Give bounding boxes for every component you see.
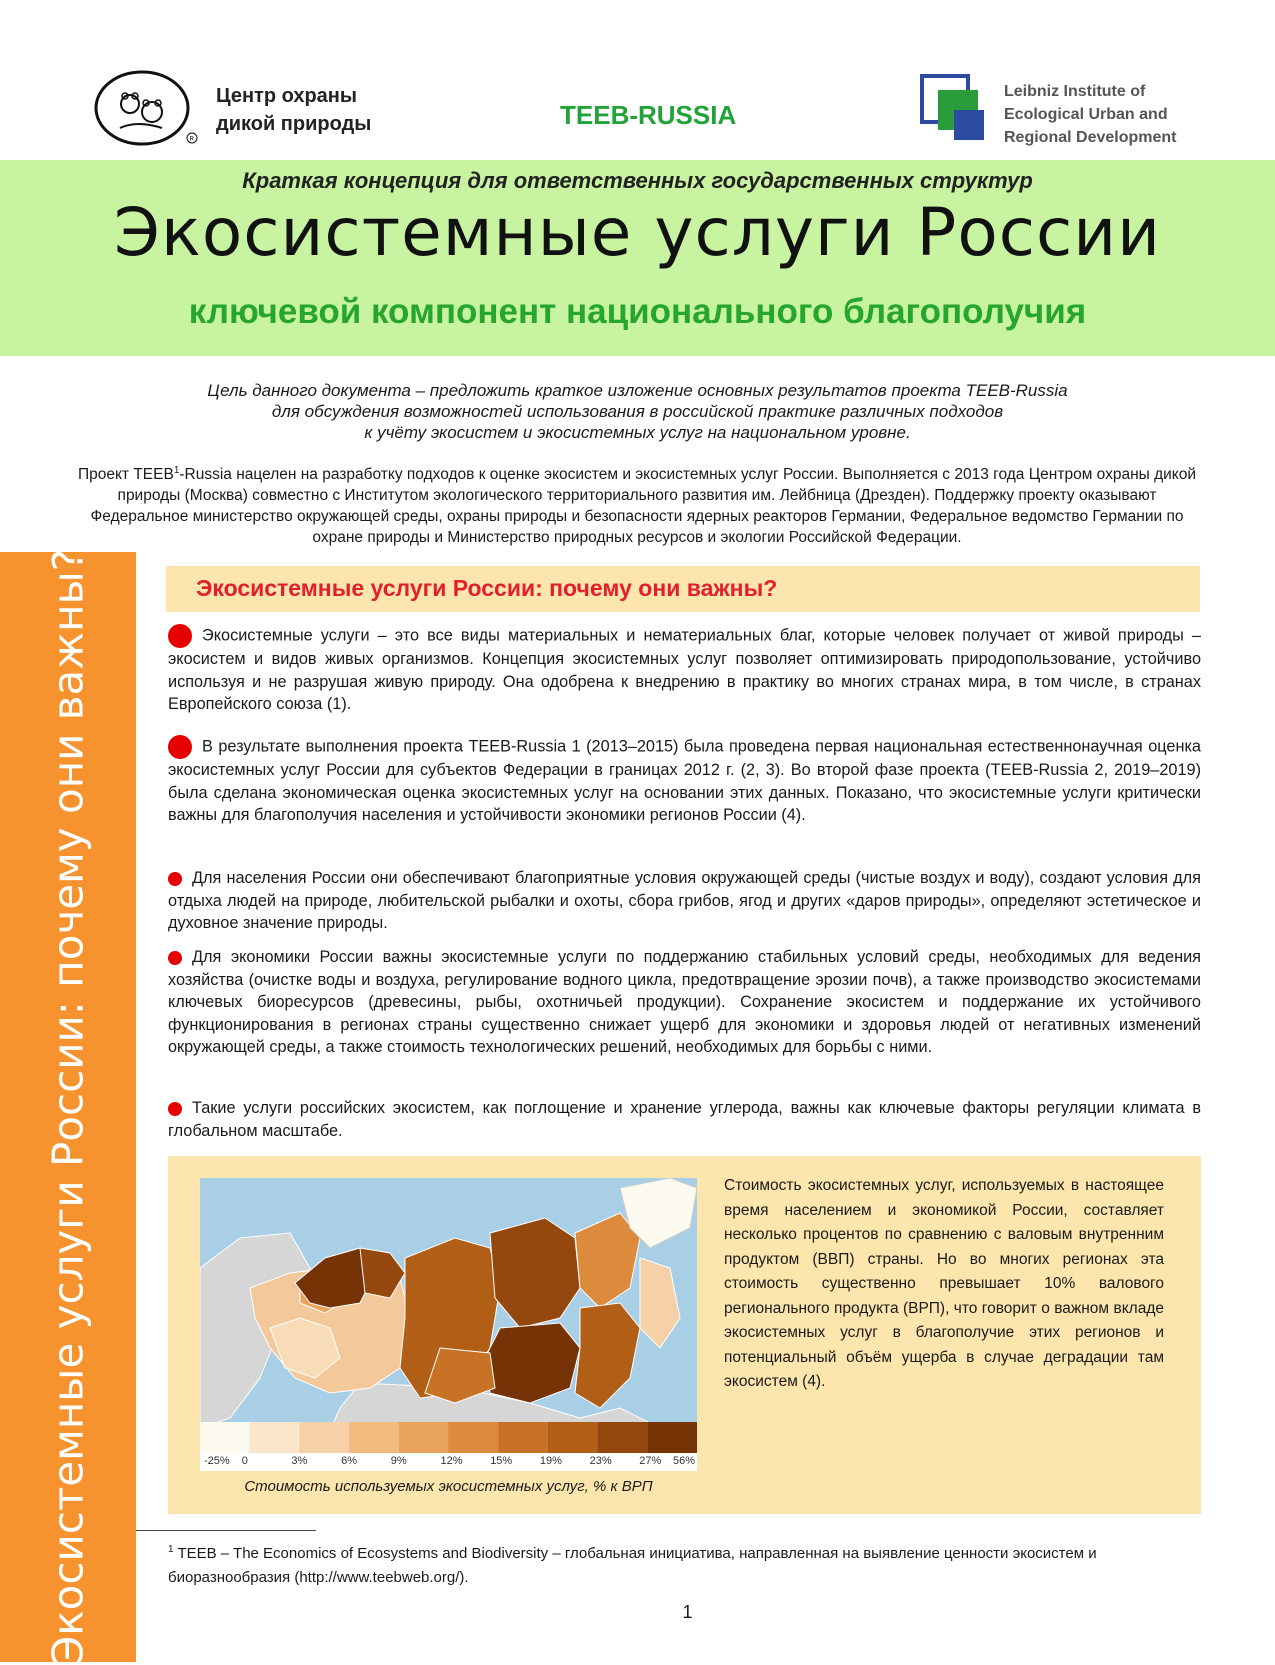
russia-map-image bbox=[200, 1178, 697, 1453]
paragraph-economy bbox=[168, 946, 1201, 1059]
map-description: Стоимость экосистемных услуг, используемых в настоящее время населением и экономикой России, составляет несколько процентов по сравнению с валовым внутренним продуктом (ВВП) страны. Но во многих регионах эта стоимость существенно превышает 10% валового регионального продукта (ВРП), что говорит о важном вкладе экосистемных услуг в благополучие этих регионов и потенциальный объём ущерба в случае деградации там экосистем (4). bbox=[724, 1177, 1164, 1390]
paragraph-text: Экосистемные услуги – это все виды материальных и нематериальных благ, которые человек получает от живой природы – экосистем и видов живых организмов. Концепция экосистемных услуг позволяет оптимизировать природопользование, устойчиво используя и не разрушая живую природу. Она одобрена к внедрению в практику во многих странах мира, в том числе, в странах Европейского союза (1). bbox=[168, 626, 1201, 713]
map-caption: Стоимость используемых экосистемных услуг, % к ВРП bbox=[244, 1478, 653, 1495]
legend-label: 19% bbox=[539, 1455, 562, 1467]
paragraph-text: В результате выполнения проекта TEEB-Russia 1 (2013–2015) была проведена первая национальная естественнонаучная оценка экосистемных услуг России для субъектов Федерации в границах 2012 г. (2, 3). Во второй фазе проекта (TEEB-Russia 2, 2019–2019) была сделана экономическая оценка экосистемных услуг на основании этих данных. Показано, что экосистемные услуги критически важны для благополучия населения и устойчивости экономики регионов России (4). bbox=[168, 737, 1201, 824]
paragraph-text: Для населения России они обеспечивают благоприятные условия окружающей среды (чистые воздух и воду), создают условия для отдыха людей на природе, любительской рыбалки и охоты, сбора грибов, ягод и других «даров природы», определяют эстетическое и духовное значение природы. bbox=[168, 869, 1201, 932]
document-title: Экосистемные услуги России bbox=[113, 194, 1162, 271]
legend-swatch bbox=[349, 1422, 399, 1454]
title-banner bbox=[0, 160, 1275, 356]
leibniz-institute-name bbox=[1004, 80, 1176, 149]
paragraph-text: Для экономики России важны экосистемные услуги по поддержанию стабильных условий среды, необходимых для ведения хозяйства (очистке воды и воздуха, регулирование водного цикла, предотвращение эрозии почв), а также производство экосистемами ключевых биоресурсов (древесины, рыбы, охотничьей продукции). Сохранение экосистем и поддержание их устойчивого функционирования в регионах страны существенно снижает ущерб для экономики и здоровья людей от негативных изменений окружающей среды, а также стоимость технологических решений, необходимых для борьбы с ними. bbox=[168, 948, 1201, 1056]
purpose-line3: к учёту экосистем и экосистемных услуг на национальном уровне. bbox=[364, 423, 911, 442]
legend-swatch bbox=[598, 1422, 648, 1454]
document-purpose bbox=[130, 380, 1145, 443]
legend-swatch bbox=[250, 1422, 300, 1454]
footnote-text: TEEB – The Economics of Ecosystems and Biodiversity – глобальная инициатива, направленная на выявление ценности экосистем и биоразнообразия (http://www.teebweb.org/). bbox=[168, 1545, 1097, 1586]
document-tagline: ключевой компонент национального благополучия bbox=[188, 292, 1087, 331]
org-name-line2: дикой природы bbox=[216, 113, 372, 135]
legend-label: 0 bbox=[241, 1455, 248, 1467]
paragraph-text: Такие услуги российских экосистем, как поглощение и хранение углерода, важны как ключевые факторы регуляции климата в глобальном масштабе. bbox=[168, 1099, 1201, 1140]
legend-swatch bbox=[498, 1422, 548, 1454]
wildlife-center-logo bbox=[92, 68, 200, 148]
legend-label: 6% bbox=[341, 1455, 357, 1467]
footnote-divider bbox=[136, 1530, 316, 1531]
purpose-line2: для обсуждения возможностей использования в российской практике различных подходов bbox=[271, 402, 1004, 421]
legend-swatch bbox=[548, 1422, 598, 1454]
leibniz-line2: Ecological Urban and bbox=[1004, 106, 1168, 123]
project-description bbox=[72, 460, 1202, 548]
org-name-line1: Центр охраны bbox=[216, 85, 357, 107]
legend-label: 27% bbox=[639, 1455, 662, 1467]
section-title: Экосистемные услуги России: почему они важны? bbox=[196, 575, 778, 601]
legend-swatch bbox=[299, 1422, 349, 1454]
footnote bbox=[168, 1538, 1201, 1590]
banner-subtitle: Краткая концепция для ответственных государственных структур bbox=[242, 168, 1033, 193]
side-band-label: Экосистемные услуги России: почему они важны? bbox=[43, 548, 93, 1665]
legend-label: 12% bbox=[440, 1455, 463, 1467]
footnote-ref: 1 bbox=[173, 465, 180, 476]
paragraph-project-results bbox=[168, 735, 1201, 827]
leibniz-institute-logo bbox=[918, 72, 990, 144]
legend-label: 9% bbox=[390, 1455, 407, 1467]
legend-swatch bbox=[647, 1422, 697, 1454]
footnote-mark: 1 bbox=[168, 1544, 174, 1555]
page-number: 1 bbox=[682, 1602, 693, 1622]
bullet-icon bbox=[168, 872, 182, 886]
legend-swatch bbox=[200, 1422, 250, 1454]
leibniz-line1: Leibniz Institute of bbox=[1004, 83, 1146, 100]
paragraph-definition bbox=[168, 624, 1201, 716]
paragraph-population bbox=[168, 867, 1201, 935]
map-legend-colorbar bbox=[200, 1416, 697, 1454]
legend-label: -25% bbox=[204, 1455, 230, 1467]
bullet-icon bbox=[168, 951, 182, 965]
map-legend-labels bbox=[200, 1453, 697, 1471]
bullet-icon bbox=[168, 1102, 182, 1116]
bullet-icon bbox=[168, 624, 192, 648]
svg-text:R: R bbox=[189, 136, 194, 143]
org-name bbox=[216, 82, 371, 138]
legend-swatch bbox=[449, 1422, 499, 1454]
legend-swatch bbox=[399, 1422, 449, 1454]
purpose-line1: Цель данного документа – предложить краткое изложение основных результатов проекта TEEB-Russia bbox=[207, 381, 1068, 400]
project-text-start: Проект TEEB bbox=[77, 466, 174, 484]
legend-label: 56% bbox=[672, 1455, 695, 1467]
legend-label: 15% bbox=[490, 1455, 513, 1467]
paragraph-climate bbox=[168, 1097, 1201, 1142]
legend-label: 23% bbox=[589, 1455, 612, 1467]
section-header bbox=[166, 566, 1200, 612]
teeb-russia-label: TEEB-RUSSIA bbox=[560, 100, 737, 130]
project-text-rest: -Russia нацелен на разработку подходов к оценке экосистем и экосистемных услуг России. Выполняется с 2013 года Центром охраны дикой природы (Москва) совместно с Институтом экологического территориального развития им. Лейбница (Дрезден). Поддержку проекту оказывают Федеральное министерство окружающей среды, охраны природы и безопасности ядерных реакторов Германии, Федеральное ведомство Германии по охране природы и Министерство природных ресурсов и экологии Российской Федерации. bbox=[90, 466, 1197, 547]
leibniz-line3: Regional Development bbox=[1004, 129, 1177, 146]
bullet-icon bbox=[168, 735, 192, 759]
legend-label: 3% bbox=[291, 1455, 308, 1467]
